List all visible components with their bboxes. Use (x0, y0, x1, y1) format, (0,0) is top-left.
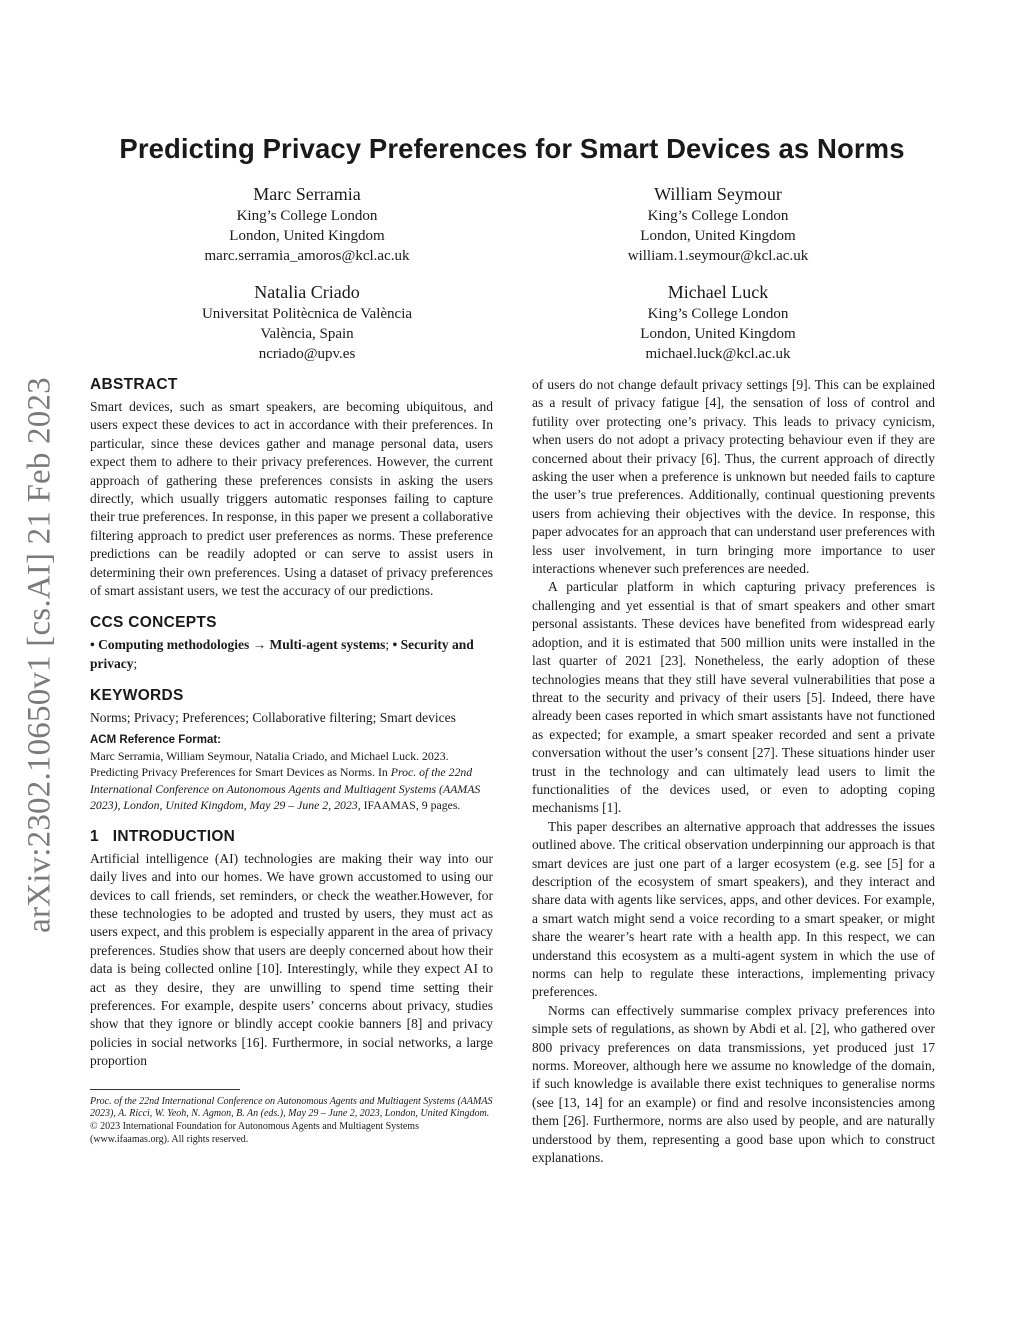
right-column (532, 376, 935, 1167)
arxiv-stamp-text: arXiv:2302.10650v1 [cs.AI] 21 Feb 2023 (21, 377, 58, 933)
author-affiliation: King’s College London (647, 208, 789, 224)
author-name: Marc Serramia (253, 184, 361, 204)
author-location: London, United Kingdom (640, 326, 796, 342)
arxiv-stamp (10, 365, 70, 945)
keywords-heading: KEYWORDS (90, 687, 184, 705)
author-block (117, 280, 497, 364)
acm-reference-label: ACM Reference Format: (90, 733, 221, 746)
footnote-rule (90, 1089, 240, 1090)
author-name: Natalia Criado (254, 282, 360, 302)
introduction-paragraph: Artificial intelligence (AI) technologies are making their way into our daily lives and into our homes. We have grown accustomed to using our devices to call friends, set reminders, or check the weather.However, for these technologies to be adopted and trusted by users, they must act as users expect, and this problem is especially apparent in the area of privacy preferences. Studies show that users are deeply concerned about how their data is being collected online [10]. Interestingly, while they expect AI to act as they desire, they are unwilling to spend time setting their preferences. For example, despite users’ concerns about privacy, studies show that they ignore or blindly accept cookie banners [8] and privacy policies in social networks [16]. Furthermore, in social networks, a large proportion (90, 850, 493, 1069)
author-email: ncriado@upv.es (258, 346, 356, 362)
ccs-concepts: • Computing methodologies → Multi-agent systems; • Security and privacy; (90, 637, 474, 671)
author-name: William Seymour (654, 184, 782, 204)
paper-title: Predicting Privacy Preferences for Smart Devices as Norms (119, 133, 905, 164)
ccs-heading: CCS CONCEPTS (90, 614, 217, 632)
author-email: marc.serramia_amoros@kcl.ac.uk (204, 248, 410, 264)
abstract-text: Smart devices, such as smart speakers, are becoming ubiquitous, and users expect these devices to act in accordance with their preferences. In particular, since these devices gather and manage personal data, users expect them to adhere to their privacy preferences. However, the current approach of gathering these preferences consists in asking the users directly, which usually triggers automatic responses failing to capture their true preferences. In response, in this paper we present a collaborative filtering approach to predict user preferences as norms. These preference predictions can be readily adopted or can serve to assist users in determining their own preferences. Using a dataset of privacy preferences of smart assistant users, we test the accuracy of our predictions. (90, 399, 493, 599)
author-location: València, Spain (260, 326, 354, 342)
left-column (90, 376, 493, 1147)
author-name: Michael Luck (667, 282, 769, 302)
body-paragraph: of users do not change default privacy settings [9]. This can be explained as a result of privacy fatigue [4], the sensation of loss of control and futility over protecting one’s privacy. This leads to privacy cynicism, when users do not adopt a privacy protecting behaviour even if they are concerned about their privacy [6]. Thus, the current approach of directly asking the user when a preference is unknown but needed fails to capture the user’s true preferences. Additionally, continual questioning prevents users from achieving their objectives with the device. In response, this paper advocates for an approach that can understand user preferences with less user involvement, in turn bringing more importance to user interactions whenever such preferences are needed. (532, 377, 935, 577)
author-block (528, 182, 908, 266)
author-affiliation: King’s College London (236, 208, 378, 224)
footnote: Proc. of the 22nd International Conference on Autonomous Agents and Multiagent Systems (AAMAS 2023), A. Ricci, W. Yeoh, N. Agmon, B. An (eds.), May 29 – June 2, 2023, London, United Kingdom. © 2023 International Foundation for Autonomous Agents and Multiagent Systems (www.ifaamas.org). All rights reserved. (90, 1095, 493, 1145)
author-affiliation: King’s College London (647, 306, 789, 322)
author-email: michael.luck@kcl.ac.uk (645, 346, 791, 362)
body-paragraph: A particular platform in which capturing privacy preferences is challenging and yet essential is that of smart speakers and other smart personal assistants. These devices have benefited from widespread early adoption, and it is estimated that 500 million units were installed in the last quarter of 2021 [23]. Nonetheless, the early adoption of these technologies means that they still have several vulnerabilities that pose a threat to the security and privacy of their users [5]. Indeed, there have already been cases reported in which smart assistants have not functioned as expected; for example, a smart speaker recorded and sent a private conversation without the user’s consent [27]. These situations hinder user trust in the technology and can ultimately lead users to limit the functionalities of the devices used, or even to adopting coping mechanisms [1]. (532, 579, 935, 816)
author-email: william.1.seymour@kcl.ac.uk (627, 248, 809, 264)
ccs-item: • Security and privacy (90, 637, 474, 671)
author-block (528, 280, 908, 364)
ccs-item: • Computing methodologies → Multi-agent systems (90, 637, 386, 653)
author-location: London, United Kingdom (640, 228, 796, 244)
body-paragraph: This paper describes an alternative approach that addresses the issues outlined above. The critical observation underpinning our approach is that smart devices are just one part of a larger ecosystem (e.g. see [5] for a description of the ecosystem of smart speakers), and they interact and share data with agents like services, apps, and other devices. For example, a smart watch might send a voice recording to a smart speaker, or might share the wearer’s heart rate with a health app. In this respect, we can understand this ecosystem as a multi-agent system in which the use of norms can help to regulate these interactions, implementing privacy preferences. (532, 818, 935, 1000)
author-location: London, United Kingdom (229, 228, 385, 244)
author-affiliation: Universitat Politècnica de València (201, 306, 413, 322)
acm-reference-text: Marc Serramia, William Seymour, Natalia Criado, and Michael Luck. 2023. Predicting Privacy Preferences for Smart Devices as Norms. In Proc. of the 22nd International Conference on Autonomous Agents and Multiagent Systems (AAMAS 2023), London, United Kingdom, May 29 – June 2, 2023, IFAAMAS, 9 pages. (90, 748, 481, 813)
abstract-heading: ABSTRACT (90, 376, 178, 393)
body-paragraph: Norms can effectively summarise complex privacy preferences into simple sets of regulations, as shown by Abdi et al. [2], who gathered over 800 privacy preferences on data transmissions, yet produced just 17 norms. Moreover, although here we assume no knowledge of the domain, if such knowledge is available there exist techniques to generalise norms (see [13, 14] for an example) or find and resolve inconsistencies among them [26]. Furthermore, norms are also used by people, and are naturally understood by them, representing a good base upon which to construct explanations. (532, 1002, 935, 1166)
keywords-text: Norms; Privacy; Preferences; Collaborative filtering; Smart devices (90, 710, 456, 726)
author-block (117, 182, 497, 266)
introduction-heading: 1 INTRODUCTION (90, 827, 236, 845)
